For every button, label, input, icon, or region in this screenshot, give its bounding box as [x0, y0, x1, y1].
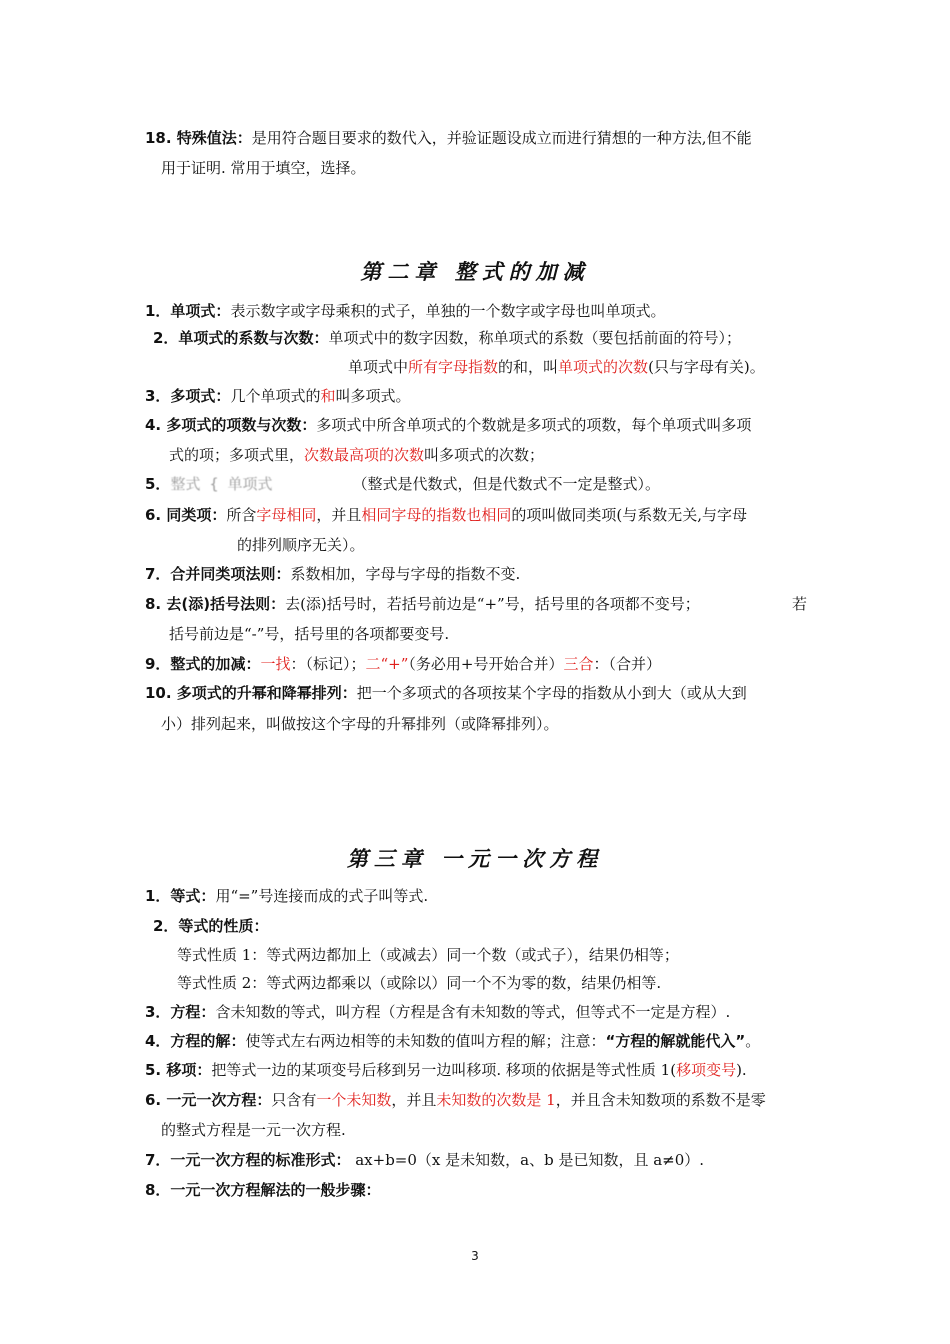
ch2-item-6 — [145, 505, 747, 525]
ch2-item-7-text: 系数相加，字母与字母的指数不变. — [290, 565, 521, 583]
ch2-item-2 — [153, 328, 741, 348]
ch3-item-4 — [145, 1031, 760, 1051]
ch2-item-5-label: 5． — [145, 475, 171, 493]
ch3-item-5-label: 5. 移项： — [145, 1061, 212, 1079]
item-18-line1 — [145, 128, 752, 148]
ch3-item-6-label: 6. 一元一次方程： — [145, 1091, 272, 1109]
ch2-item-8-label: 8. 去(添)括号法则： — [145, 595, 286, 613]
ch3-item-6 — [145, 1090, 766, 1110]
ch3-item-7 — [145, 1150, 704, 1170]
chapter-3-title: 第三章 一元一次方程 — [346, 846, 604, 871]
text: （务必用+号开始合并） — [408, 655, 564, 673]
ch2-item-8-text: 去(添)括号时，若括号前边是“+”号，括号里的各项都不变号； — [285, 595, 700, 613]
ch2-item-6-line2: 的排列顺序无关）。 — [237, 536, 365, 554]
ch2-item-5-text: （整式是代数式，但是代数式不一定是整式）。 — [352, 475, 660, 493]
chapter-2-title: 第二章 整式的加减 — [360, 259, 590, 284]
text: 式的项；多项式里， — [169, 446, 305, 464]
ch3-item-7-text: ax+b=0（x 是未知数，a、b 是已知数，且 a≠0）. — [350, 1151, 705, 1169]
ch2-item-4-label: 4. 多项式的项数与次数： — [145, 416, 317, 434]
ch2-item-8-line2: 括号前边是“-”号，括号里的各项都要变号. — [169, 625, 450, 643]
ch3-item-3 — [145, 1002, 730, 1022]
text: 的和，叫 — [498, 358, 559, 376]
item-18-line2: 用于证明. 常用于填空，选择。 — [161, 159, 366, 177]
text: 叫多项式的次数； — [424, 446, 545, 464]
text: 所含 — [226, 506, 257, 524]
ch3-item-2-prop1: 等式性质 1：等式两边都加上（或减去）同一个数（或式子），结果仍相等； — [177, 946, 679, 964]
ch2-item-1 — [145, 301, 665, 321]
page-number: 3 — [471, 1249, 479, 1263]
highlight: 未知数的次数是 1 — [436, 1091, 556, 1109]
highlight: 所有字母指数 — [408, 358, 499, 376]
ch3-item-7-label: 7．一元一次方程的标准形式： — [145, 1151, 351, 1169]
ch3-item-8 — [145, 1180, 380, 1200]
highlight: 二“+” — [365, 655, 409, 673]
ch2-item-8 — [145, 594, 700, 614]
ch3-item-8-label: 8．一元一次方程解法的一般步骤： — [145, 1181, 381, 1199]
ch2-item-7-label: 7．合并同类项法则： — [145, 565, 291, 583]
highlight: 相同字母的指数也相同 — [361, 506, 512, 524]
blurred-formula: 整式 { 单项式 — [170, 475, 273, 493]
text: ，并且 — [316, 506, 362, 524]
ch2-item-2-text: 单项式中的数字因数，称单项式的系数（要包括前面的符号）； — [328, 329, 741, 347]
text: 把等式一边的某项变号后移到另一边叫移项. 移项的依据是等式性质 1( — [211, 1061, 677, 1079]
highlight: 移项变号 — [676, 1061, 737, 1079]
ch3-item-2-label: 2．等式的性质： — [153, 917, 269, 935]
ch2-item-7 — [145, 564, 520, 584]
highlight: 单项式的次数 — [558, 358, 649, 376]
text: 只含有 — [271, 1091, 317, 1109]
ch2-item-9 — [145, 654, 661, 674]
ch2-item-5 — [145, 474, 660, 494]
highlight: 字母相同 — [256, 506, 317, 524]
ch2-item-4 — [145, 415, 751, 435]
ch2-item-3-label: 3．多项式： — [145, 387, 231, 405]
ch2-item-10-label: 10. 多项式的升幂和降幂排列： — [145, 684, 357, 702]
ch3-item-1-text: 用“=”号连接而成的式子叫等式. — [215, 887, 429, 905]
ch3-item-2-prop2: 等式性质 2：等式两边都乘以（或除以）同一个不为零的数，结果仍相等. — [177, 974, 662, 992]
text: 的项叫做同类项(与系数无关,与字母 — [511, 506, 748, 524]
text: ：（标记）； — [290, 655, 366, 673]
text: ，并且含未知数项的系数不是零 — [555, 1091, 766, 1109]
highlight: 一找 — [260, 655, 291, 673]
item-18-label: 18. 特殊值法： — [145, 129, 252, 147]
text: 单项式中 — [348, 358, 409, 376]
ch3-item-4-text: 使等式左右两边相等的未知数的值叫方程的解；注意： — [245, 1032, 606, 1050]
ch2-item-10 — [145, 683, 747, 703]
ch3-item-2 — [153, 916, 268, 936]
ch3-item-3-label: 3．方程： — [145, 1003, 216, 1021]
ch2-item-10-text: 把一个多项式的各项按某个字母的指数从小到大（或从大到 — [356, 684, 747, 702]
ch2-item-4-text: 多项式中所含单项式的个数就是多项式的项数，每个单项式叫多项 — [316, 416, 752, 434]
highlight: 三合 — [563, 655, 594, 673]
text: ，并且 — [391, 1091, 437, 1109]
ch3-item-6-line2: 的整式方程是一元一次方程. — [161, 1121, 346, 1139]
ch2-item-1-label: 1．单项式： — [145, 302, 231, 320]
text: 。 — [745, 1032, 761, 1050]
text: ：（合并） — [593, 655, 661, 673]
ch2-item-6-label: 6. 同类项： — [145, 506, 227, 524]
ch3-item-4-label: 4．方程的解： — [145, 1032, 246, 1050]
ch3-item-1 — [145, 886, 428, 906]
ch3-item-3-text: 含未知数的等式，叫方程（方程是含有未知数的等式，但等式不一定是方程）. — [215, 1003, 731, 1021]
ch2-item-1-text: 表示数字或字母乘积的式子，单独的一个数字或字母也叫单项式。 — [230, 302, 666, 320]
text: (只与字母有关)。 — [648, 358, 765, 376]
text: ). — [736, 1061, 747, 1079]
ch2-item-9-label: 9．整式的加减： — [145, 655, 261, 673]
ch3-item-1-label: 1．等式： — [145, 887, 216, 905]
ch3-item-5 — [145, 1060, 747, 1080]
text: 几个单项式的 — [230, 387, 321, 405]
item-18-text: 是用符合题目要求的数代入，并验证题设成立而进行猜想的一种方法,但不能 — [251, 129, 752, 147]
ch2-item-10-line2: 小）排列起来，叫做按这个字母的升幂排列（或降幂排列）。 — [161, 715, 559, 733]
ch2-item-2-label: 2．单项式的系数与次数： — [153, 329, 329, 347]
highlight: 次数最高项的次数 — [304, 446, 425, 464]
ch2-item-3 — [145, 386, 411, 406]
ch2-item-4-line2 — [169, 445, 544, 465]
text: 叫多项式。 — [335, 387, 411, 405]
ch3-item-4-bold: “方程的解就能代入” — [605, 1032, 746, 1050]
ch2-item-2-line2 — [348, 357, 765, 377]
ch2-item-8-ruo: 若 — [792, 595, 808, 613]
highlight: 和 — [320, 387, 336, 405]
highlight: 一个未知数 — [316, 1091, 392, 1109]
